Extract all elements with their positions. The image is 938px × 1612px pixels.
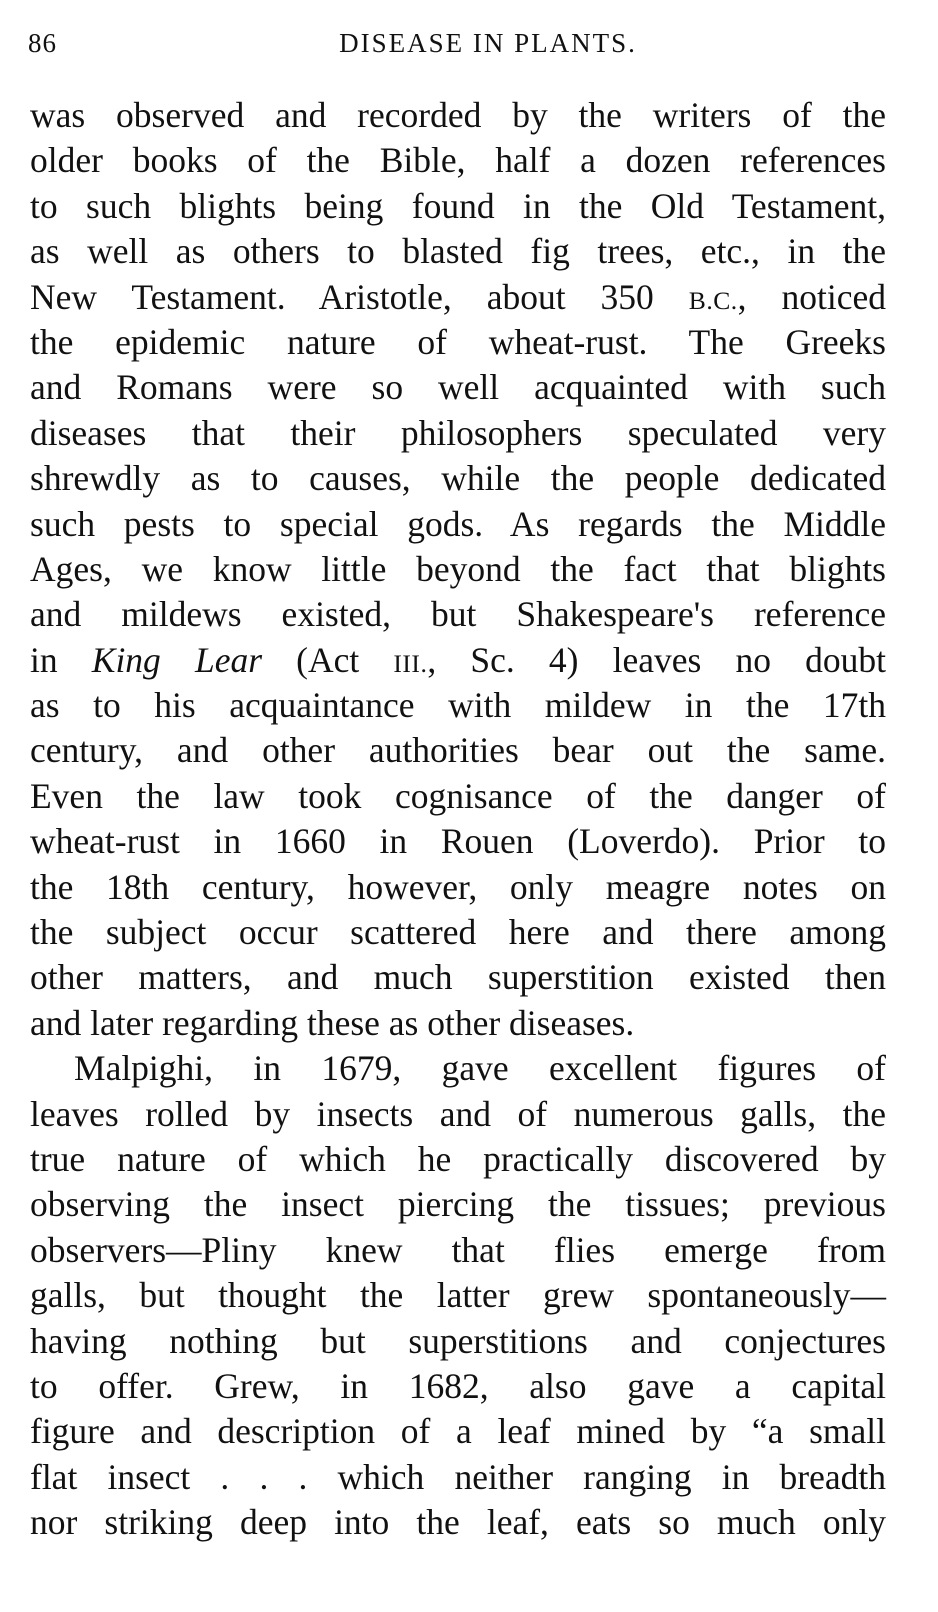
text-line: to such blights being found in the Old Testament, (30, 185, 886, 226)
text-line: and Romans were so well acquainted with such (30, 367, 886, 408)
text-line-king-lear: in King Lear (Act III., Sc. 4) leaves no doubt (30, 639, 886, 680)
text-line: as well as others to blasted fig trees, etc., in the (30, 231, 886, 272)
text-line: the epidemic nature of wheat-rust. The Greeks (30, 321, 886, 362)
text-line-with-bc: New Testament. Aristotle, about 350 B.C., noticed (30, 276, 886, 317)
text-line: as to his acquaintance with mildew in the 17th (30, 685, 886, 726)
text-line: wheat-rust in 1660 in Rouen (Loverdo). Prior to (30, 821, 886, 862)
text-line: observers—Pliny knew that flies emerge from (30, 1229, 886, 1270)
text-line: leaves rolled by insects and of numerous galls, the (30, 1093, 886, 1134)
text-line: the 18th century, however, only meagre notes on (30, 866, 886, 907)
text-line: figure and description of a leaf mined by “a small (30, 1411, 886, 1452)
paragraph-1 (30, 93, 886, 1046)
text-line: and mildews existed, but Shakespeare's reference (30, 594, 886, 635)
text-line: to offer. Grew, in 1682, also gave a capital (30, 1365, 886, 1406)
text-line: the subject occur scattered here and there among (30, 912, 886, 953)
text-line: century, and other authorities bear out the same. (30, 730, 886, 771)
text-line: and later regarding these as other diseases. (30, 1002, 635, 1043)
body-text (30, 93, 886, 1546)
text-line: true nature of which he practically discovered by (30, 1138, 886, 1179)
text-line: observing the insect piercing the tissues; previous (30, 1184, 886, 1225)
paragraph-2 (30, 1046, 886, 1545)
text-line: flat insect . . . which neither ranging in breadth (30, 1456, 886, 1497)
italic-title: King Lear (91, 639, 263, 680)
small-caps-text: B.C. (688, 285, 738, 315)
running-title: DISEASE IN PLANTS. (339, 28, 637, 58)
text-line: older books of the Bible, half a dozen references (30, 140, 886, 181)
text-line: galls, but thought the latter grew spontaneously— (30, 1275, 886, 1316)
text-line: having nothing but superstitions and conjectures (30, 1320, 886, 1361)
text-line: Malpighi, in 1679, gave excellent figures of (74, 1048, 886, 1089)
text-line: shrewdly as to causes, while the people dedicated (30, 458, 886, 499)
small-caps-text: III. (393, 648, 428, 678)
text-line: was observed and recorded by the writers of the (30, 95, 886, 135)
running-head (28, 28, 908, 64)
text-line: such pests to special gods. As regards the Middle (30, 503, 886, 544)
text-line: other matters, and much superstition existed then (30, 957, 886, 998)
page-number: 86 (28, 28, 57, 58)
text-line: nor striking deep into the leaf, eats so much only (30, 1502, 886, 1543)
text-line: diseases that their philosophers speculated very (30, 412, 886, 453)
text-line: Ages, we know little beyond the fact that blights (30, 548, 886, 589)
text-line: Even the law took cognisance of the danger of (30, 775, 886, 816)
